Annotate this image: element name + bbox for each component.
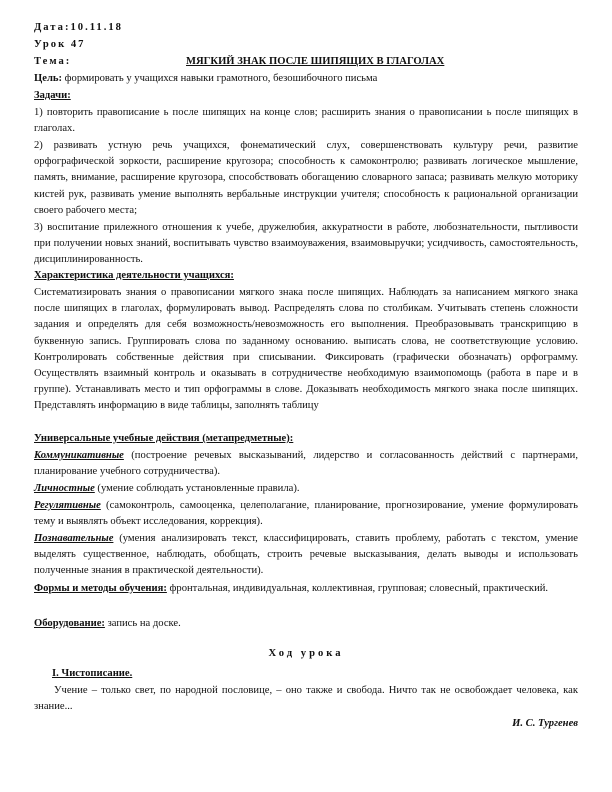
lesson-number: Урок 47 [34, 39, 86, 50]
uud-personal [34, 481, 578, 497]
epigraph-author: И. С. Тургенев [512, 718, 578, 729]
uud-cognitive-name: Познавательные [34, 533, 114, 544]
forms-methods [34, 581, 578, 597]
task-item-2: 2) развивать устную речь учащихся, фонематический слух, совершенствовать культуру речи, развитие орфографической зоркости, расширение кругозора; способность к самоконтролю; развивать логическое мышление, память, внимание, расширение кругозора, способствовать обогащению словарного запаса; развивать мелкую моторику кистей рук, развивать умение выполнять вербальные инструкции учителя; способность к рациональной организации своего рабочего места; [34, 140, 578, 216]
uud-regulative [34, 498, 578, 530]
task-item-3: 3) воспитание прилежного отношения к учебе, дружелюбия, аккуратности в работе, любознательности, пытливости при получении новых знаний, воспитывать чувство взаимоуважения, взаимовыручки; усидчивость, самостоятельность, дисциплинированность. [34, 222, 578, 266]
goal-text: формировать у учащихся навыки грамотного, безошибочного письма [62, 73, 378, 84]
uud-communicative-text: (построение речевых высказываний, лидерство и согласованность действий с партнерами, планирование учебного сотрудничества). [34, 450, 578, 478]
uud-heading: Универсальные учебные действия (метапредметные): [34, 433, 294, 444]
uud-personal-name: Личностные [34, 483, 95, 494]
uud-regulative-text: (самоконтроль, самооценка, целеполагание, планирование, прогнозирование, умение формулировать тему и выявлять объект исследования, коррекция). [34, 500, 578, 528]
equipment-text: запись на доске. [104, 618, 181, 629]
lesson-date: Дата:10.11.18 [34, 22, 123, 33]
forms-text: фронтальная, индивидуальная, коллективная, групповая; словесный, практический. [166, 583, 549, 594]
uud-communicative [34, 448, 578, 480]
course-heading: Ход урока [268, 648, 344, 659]
uud-cognitive [34, 531, 578, 580]
uud-communicative-name: Коммуникативные [34, 450, 124, 461]
task-item-1: 1) повторить правописание ь после шипящих на конце слов; расширить знания о правописании ь после шипящих в глаголах. [34, 107, 578, 135]
lesson-topic: МЯГКИЙ ЗНАК ПОСЛЕ ШИПЯЩИХ В ГЛАГОЛАХ [186, 56, 445, 67]
uud-regulative-name: Регулятивные [34, 500, 101, 511]
uud-personal-text: (умение соблюдать установленные правила). [94, 483, 300, 494]
epigraph-quote: Учение – только свет, по народной пословице, – оно также и свобода. Ничто так не освобождает человека, как знание... [34, 685, 578, 713]
topic-row [34, 54, 578, 70]
characteristics-text: Систематизировать знания о правописании мягкого знака после шипящих. Наблюдать за написанием мягкого знака после шипящих в глаголах, формулировать вывод. Распределять слова по столбикам. Учитывать степень сложности задания и определять для себя возможность/невозможность его выполнения. Преобразовывать транскрипцию в буквенную запись. Группировать слова по заданному основанию. выписать слова, не соответствующие условию. Контролировать собственные действия при списывании. Фиксировать (графически обозначать) орфограмму. Осуществлять взаимный контроль и оказывать в сотрудничестве необходимую взаимопомощь (работа в паре и в группе). Устанавливать место и тип орфограммы в слове. Доказывать необходимость мягкого знака после шипящих. Представлять информацию в виде таблицы, заполнять таблицу [34, 287, 578, 412]
equipment-line [34, 616, 578, 632]
forms-label: Формы и методы обучения: [34, 583, 167, 594]
equipment-label: Оборудование: [34, 618, 105, 629]
section-penmanship: I. Чистописание. [52, 668, 133, 679]
goal-line [34, 71, 578, 87]
uud-cognitive-text: (умения анализировать текст, классифицировать, ставить проблему, работать с текстом, умение выделять существенное, наблюдать, обобщать, строить речевые высказывания, делать выводы и использовать полученные знания в практической деятельности). [34, 533, 578, 577]
goal-label: Цель: [34, 73, 63, 84]
topic-label: Тема: [34, 56, 72, 67]
characteristics-heading: Характеристика деятельности учащихся: [34, 270, 234, 281]
tasks-heading: Задачи: [34, 90, 71, 101]
